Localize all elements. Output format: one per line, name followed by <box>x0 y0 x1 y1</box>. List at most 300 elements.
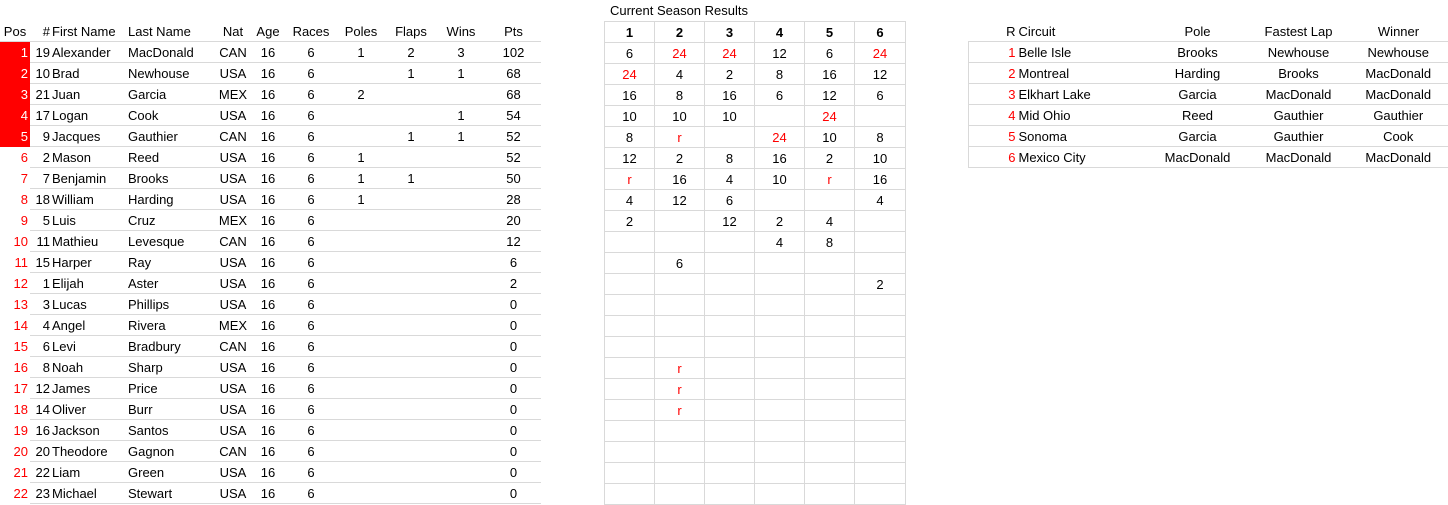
last-name-cell: Levesque <box>128 231 216 252</box>
result-cell <box>755 484 805 505</box>
circuits-table <box>968 21 1448 168</box>
pole-cell: Harding <box>1147 63 1249 84</box>
poles-cell <box>336 483 386 504</box>
wins-cell <box>436 231 486 252</box>
results-row <box>605 274 906 295</box>
standings-row <box>0 357 541 378</box>
result-cell: 4 <box>755 232 805 253</box>
result-cell <box>805 337 855 358</box>
car-number-cell: 5 <box>30 210 50 231</box>
car-number-cell: 8 <box>30 357 50 378</box>
first-name-cell: Oliver <box>50 399 128 420</box>
last-name-cell: Rivera <box>128 315 216 336</box>
position-cell: 17 <box>0 378 30 399</box>
nationality-cell: USA <box>216 483 250 504</box>
races-cell: 6 <box>286 168 336 189</box>
standings-row <box>0 210 541 231</box>
result-cell: 8 <box>655 85 705 106</box>
result-cell <box>855 211 906 232</box>
poles-cell <box>336 210 386 231</box>
circuit-row <box>969 42 1448 63</box>
round-header-1: 1 <box>605 22 655 43</box>
races-cell: 6 <box>286 315 336 336</box>
wins-cell <box>436 189 486 210</box>
results-row <box>605 442 906 463</box>
car-number-cell: 16 <box>30 420 50 441</box>
position-cell: 4 <box>0 105 30 126</box>
result-cell <box>805 358 855 379</box>
nationality-cell: USA <box>216 168 250 189</box>
position-cell: 12 <box>0 273 30 294</box>
poles-cell <box>336 315 386 336</box>
result-cell: 4 <box>605 190 655 211</box>
col-header-pts: Pts <box>486 21 541 42</box>
wins-cell <box>436 273 486 294</box>
flaps-cell <box>386 336 436 357</box>
pole-cell: Garcia <box>1147 126 1249 147</box>
result-cell: 2 <box>755 211 805 232</box>
result-cell: 12 <box>805 85 855 106</box>
wins-cell <box>436 462 486 483</box>
wins-cell <box>436 84 486 105</box>
standings-row <box>0 126 541 147</box>
car-number-cell: 6 <box>30 336 50 357</box>
circuit-name-cell: Belle Isle <box>1019 42 1147 63</box>
flaps-cell <box>386 483 436 504</box>
standings-row <box>0 294 541 315</box>
nationality-cell: USA <box>216 399 250 420</box>
points-cell: 20 <box>486 210 541 231</box>
result-cell <box>605 295 655 316</box>
result-cell <box>655 295 705 316</box>
first-name-cell: Liam <box>50 462 128 483</box>
result-cell <box>755 190 805 211</box>
result-cell <box>605 421 655 442</box>
result-cell <box>605 316 655 337</box>
position-cell: 18 <box>0 399 30 420</box>
races-cell: 6 <box>286 252 336 273</box>
result-cell: 10 <box>855 148 906 169</box>
nationality-cell: CAN <box>216 42 250 63</box>
results-header-row <box>605 22 906 43</box>
result-cell <box>605 232 655 253</box>
result-cell <box>805 484 855 505</box>
car-number-cell: 12 <box>30 378 50 399</box>
poles-cell <box>336 105 386 126</box>
points-cell: 0 <box>486 483 541 504</box>
first-name-cell: Levi <box>50 336 128 357</box>
result-cell <box>605 400 655 421</box>
first-name-cell: Jackson <box>50 420 128 441</box>
result-cell <box>805 421 855 442</box>
result-cell <box>855 295 906 316</box>
pole-cell: Garcia <box>1147 84 1249 105</box>
points-cell: 0 <box>486 378 541 399</box>
col-header-circuit: Circuit <box>1019 21 1147 42</box>
nationality-cell: MEX <box>216 84 250 105</box>
standings-row <box>0 399 541 420</box>
car-number-cell: 7 <box>30 168 50 189</box>
result-cell: 2 <box>805 148 855 169</box>
result-cell <box>605 484 655 505</box>
standings-row <box>0 168 541 189</box>
car-number-cell: 20 <box>30 441 50 462</box>
first-name-cell: Jacques <box>50 126 128 147</box>
points-cell: 0 <box>486 399 541 420</box>
points-cell: 0 <box>486 315 541 336</box>
races-cell: 6 <box>286 399 336 420</box>
result-cell: 2 <box>655 148 705 169</box>
races-cell: 6 <box>286 210 336 231</box>
poles-cell: 2 <box>336 84 386 105</box>
col-header-pos: Pos <box>0 21 30 42</box>
circuit-row <box>969 147 1448 168</box>
first-name-cell: Mathieu <box>50 231 128 252</box>
first-name-cell: Angel <box>50 315 128 336</box>
races-cell: 6 <box>286 357 336 378</box>
result-cell <box>855 337 906 358</box>
nationality-cell: USA <box>216 252 250 273</box>
fastest-lap-cell: Brooks <box>1249 63 1349 84</box>
standings-row <box>0 189 541 210</box>
poles-cell <box>336 357 386 378</box>
flaps-cell: 1 <box>386 126 436 147</box>
result-cell <box>705 316 755 337</box>
circuits-header-row <box>969 21 1448 42</box>
circuit-name-cell: Mexico City <box>1019 147 1147 168</box>
col-header-poles: Poles <box>336 21 386 42</box>
result-cell <box>805 253 855 274</box>
flaps-cell <box>386 441 436 462</box>
flaps-cell <box>386 357 436 378</box>
races-cell: 6 <box>286 84 336 105</box>
result-cell <box>805 295 855 316</box>
poles-cell <box>336 336 386 357</box>
results-row <box>605 148 906 169</box>
result-cell: 12 <box>655 190 705 211</box>
result-cell <box>855 316 906 337</box>
nationality-cell: USA <box>216 63 250 84</box>
standings-row <box>0 483 541 504</box>
result-cell <box>705 337 755 358</box>
poles-cell <box>336 378 386 399</box>
result-cell <box>605 337 655 358</box>
first-name-cell: Luis <box>50 210 128 231</box>
result-cell <box>705 484 755 505</box>
standings-row <box>0 378 541 399</box>
standings-row <box>0 231 541 252</box>
round-cell: 6 <box>969 147 1019 168</box>
poles-cell <box>336 420 386 441</box>
result-cell: 8 <box>855 127 906 148</box>
points-cell: 68 <box>486 84 541 105</box>
result-cell <box>855 400 906 421</box>
nationality-cell: CAN <box>216 126 250 147</box>
first-name-cell: Alexander <box>50 42 128 63</box>
col-header-first-name: First Name <box>50 21 128 42</box>
poles-cell <box>336 126 386 147</box>
nationality-cell: USA <box>216 105 250 126</box>
result-cell: r <box>655 379 705 400</box>
standings-row <box>0 63 541 84</box>
results-row <box>605 169 906 190</box>
result-cell: 24 <box>805 106 855 127</box>
points-cell: 12 <box>486 231 541 252</box>
age-cell: 16 <box>250 357 286 378</box>
round-cell: 5 <box>969 126 1019 147</box>
result-cell <box>705 400 755 421</box>
first-name-cell: Harper <box>50 252 128 273</box>
nationality-cell: USA <box>216 273 250 294</box>
col-header-winner: Winner <box>1349 21 1448 42</box>
result-cell <box>755 295 805 316</box>
age-cell: 16 <box>250 84 286 105</box>
result-cell <box>855 484 906 505</box>
car-number-cell: 15 <box>30 252 50 273</box>
age-cell: 16 <box>250 252 286 273</box>
wins-cell <box>436 483 486 504</box>
pole-cell: MacDonald <box>1147 147 1249 168</box>
col-header-fastest-lap: Fastest Lap <box>1249 21 1349 42</box>
winner-cell: Cook <box>1349 126 1448 147</box>
standings-row <box>0 147 541 168</box>
wins-cell <box>436 210 486 231</box>
races-cell: 6 <box>286 441 336 462</box>
first-name-cell: Theodore <box>50 441 128 462</box>
round-cell: 1 <box>969 42 1019 63</box>
position-cell: 16 <box>0 357 30 378</box>
car-number-cell: 4 <box>30 315 50 336</box>
flaps-cell <box>386 252 436 273</box>
standings-table <box>0 21 541 504</box>
results-row <box>605 400 906 421</box>
flaps-cell <box>386 210 436 231</box>
standings-row <box>0 336 541 357</box>
points-cell: 68 <box>486 63 541 84</box>
result-cell <box>605 463 655 484</box>
age-cell: 16 <box>250 420 286 441</box>
nationality-cell: CAN <box>216 231 250 252</box>
car-number-cell: 1 <box>30 273 50 294</box>
result-cell: 24 <box>855 43 906 64</box>
last-name-cell: Reed <box>128 147 216 168</box>
results-row <box>605 85 906 106</box>
wins-cell <box>436 441 486 462</box>
fastest-lap-cell: Gauthier <box>1249 105 1349 126</box>
round-header-4: 4 <box>755 22 805 43</box>
nationality-cell: USA <box>216 378 250 399</box>
car-number-cell: 22 <box>30 462 50 483</box>
nationality-cell: MEX <box>216 315 250 336</box>
last-name-cell: Newhouse <box>128 63 216 84</box>
age-cell: 16 <box>250 462 286 483</box>
result-cell: 6 <box>655 253 705 274</box>
result-cell <box>705 295 755 316</box>
nationality-cell: CAN <box>216 336 250 357</box>
standings-row <box>0 315 541 336</box>
age-cell: 16 <box>250 210 286 231</box>
result-cell: 24 <box>755 127 805 148</box>
position-cell: 8 <box>0 189 30 210</box>
age-cell: 16 <box>250 168 286 189</box>
points-cell: 28 <box>486 189 541 210</box>
nationality-cell: CAN <box>216 441 250 462</box>
flaps-cell <box>386 147 436 168</box>
circuit-row <box>969 84 1448 105</box>
col-header-wins: Wins <box>436 21 486 42</box>
flaps-cell <box>386 315 436 336</box>
result-cell <box>855 463 906 484</box>
age-cell: 16 <box>250 105 286 126</box>
flaps-cell: 2 <box>386 42 436 63</box>
position-cell: 1 <box>0 42 30 63</box>
result-cell: 10 <box>705 106 755 127</box>
result-cell: 4 <box>855 190 906 211</box>
races-cell: 6 <box>286 420 336 441</box>
result-cell: 10 <box>605 106 655 127</box>
round-cell: 2 <box>969 63 1019 84</box>
last-name-cell: Brooks <box>128 168 216 189</box>
result-cell <box>755 274 805 295</box>
result-cell <box>605 379 655 400</box>
col-header-races: Races <box>286 21 336 42</box>
car-number-cell: 10 <box>30 63 50 84</box>
pole-cell: Reed <box>1147 105 1249 126</box>
result-cell <box>755 253 805 274</box>
points-cell: 102 <box>486 42 541 63</box>
points-cell: 2 <box>486 273 541 294</box>
first-name-cell: Lucas <box>50 294 128 315</box>
wins-cell: 3 <box>436 42 486 63</box>
first-name-cell: William <box>50 189 128 210</box>
flaps-cell <box>386 189 436 210</box>
standings-row <box>0 273 541 294</box>
races-cell: 6 <box>286 483 336 504</box>
results-row <box>605 253 906 274</box>
position-cell: 21 <box>0 462 30 483</box>
age-cell: 16 <box>250 336 286 357</box>
result-cell: 6 <box>755 85 805 106</box>
result-cell <box>705 127 755 148</box>
result-cell <box>705 232 755 253</box>
car-number-cell: 3 <box>30 294 50 315</box>
round-header-3: 3 <box>705 22 755 43</box>
results-row <box>605 190 906 211</box>
results-title: Current Season Results <box>606 3 752 18</box>
car-number-cell: 19 <box>30 42 50 63</box>
points-cell: 0 <box>486 420 541 441</box>
result-cell: 4 <box>805 211 855 232</box>
races-cell: 6 <box>286 462 336 483</box>
races-cell: 6 <box>286 147 336 168</box>
car-number-cell: 17 <box>30 105 50 126</box>
fastest-lap-cell: MacDonald <box>1249 147 1349 168</box>
flaps-cell <box>386 105 436 126</box>
position-cell: 2 <box>0 63 30 84</box>
standings-row <box>0 441 541 462</box>
position-cell: 19 <box>0 420 30 441</box>
result-cell <box>705 442 755 463</box>
circuit-name-cell: Sonoma <box>1019 126 1147 147</box>
car-number-cell: 11 <box>30 231 50 252</box>
circuit-row <box>969 63 1448 84</box>
flaps-cell <box>386 420 436 441</box>
wins-cell <box>436 357 486 378</box>
poles-cell <box>336 399 386 420</box>
last-name-cell: Cook <box>128 105 216 126</box>
age-cell: 16 <box>250 63 286 84</box>
result-cell <box>755 421 805 442</box>
result-cell <box>805 442 855 463</box>
result-cell <box>855 379 906 400</box>
last-name-cell: Gagnon <box>128 441 216 462</box>
result-cell <box>805 463 855 484</box>
results-row <box>605 64 906 85</box>
result-cell <box>655 421 705 442</box>
flaps-cell <box>386 294 436 315</box>
races-cell: 6 <box>286 189 336 210</box>
result-cell: 16 <box>705 85 755 106</box>
position-cell: 3 <box>0 84 30 105</box>
circuit-name-cell: Montreal <box>1019 63 1147 84</box>
result-cell <box>605 358 655 379</box>
result-cell: r <box>655 127 705 148</box>
points-cell: 0 <box>486 357 541 378</box>
result-cell <box>855 358 906 379</box>
result-cell <box>705 253 755 274</box>
last-name-cell: Green <box>128 462 216 483</box>
results-row <box>605 421 906 442</box>
result-cell: 2 <box>705 64 755 85</box>
flaps-cell <box>386 378 436 399</box>
last-name-cell: Ray <box>128 252 216 273</box>
last-name-cell: Sharp <box>128 357 216 378</box>
poles-cell <box>336 441 386 462</box>
races-cell: 6 <box>286 378 336 399</box>
result-cell: 4 <box>705 169 755 190</box>
result-cell <box>755 316 805 337</box>
result-cell <box>855 232 906 253</box>
circuit-name-cell: Mid Ohio <box>1019 105 1147 126</box>
results-table <box>604 21 906 505</box>
results-row <box>605 106 906 127</box>
nationality-cell: USA <box>216 294 250 315</box>
position-cell: 5 <box>0 126 30 147</box>
poles-cell <box>336 63 386 84</box>
position-cell: 14 <box>0 315 30 336</box>
result-cell <box>755 106 805 127</box>
position-cell: 7 <box>0 168 30 189</box>
points-cell: 0 <box>486 462 541 483</box>
races-cell: 6 <box>286 294 336 315</box>
result-cell <box>805 274 855 295</box>
result-cell <box>755 337 805 358</box>
fastest-lap-cell: Newhouse <box>1249 42 1349 63</box>
wins-cell <box>436 315 486 336</box>
result-cell <box>855 442 906 463</box>
nationality-cell: USA <box>216 357 250 378</box>
age-cell: 16 <box>250 294 286 315</box>
standings-row <box>0 42 541 63</box>
result-cell: 10 <box>655 106 705 127</box>
flaps-cell <box>386 273 436 294</box>
round-header-5: 5 <box>805 22 855 43</box>
result-cell: r <box>655 400 705 421</box>
result-cell <box>705 421 755 442</box>
result-cell: 16 <box>605 85 655 106</box>
result-cell: 2 <box>605 211 655 232</box>
age-cell: 16 <box>250 42 286 63</box>
